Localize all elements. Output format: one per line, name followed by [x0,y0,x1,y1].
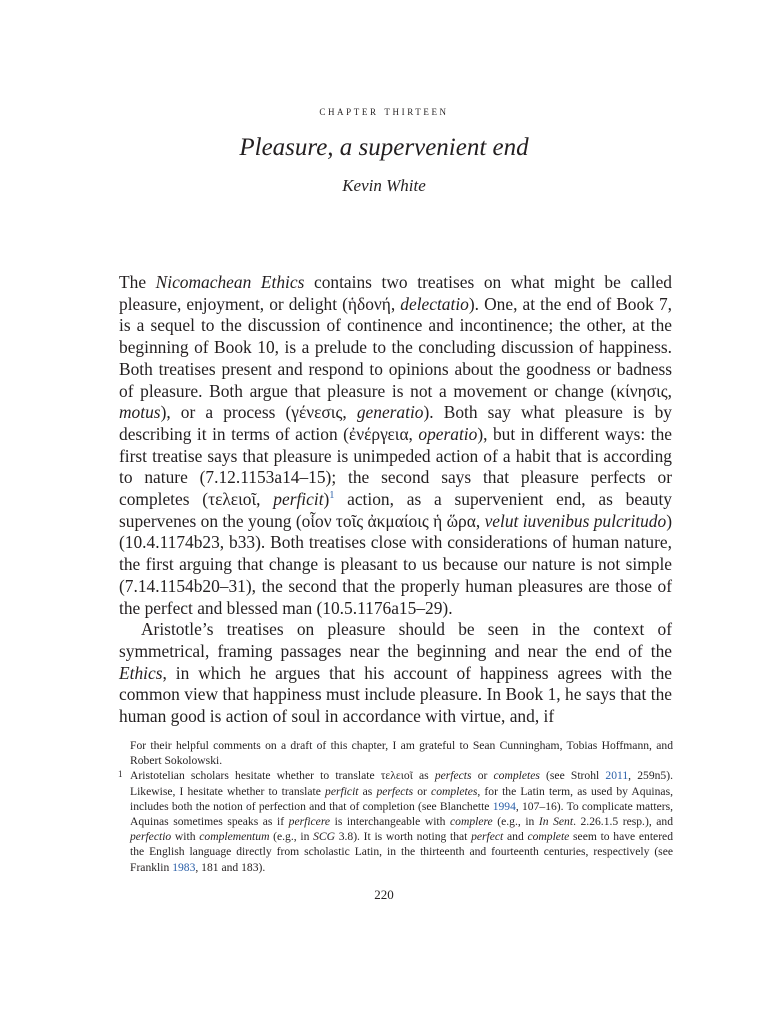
footnote-number: 1 [118,769,123,780]
citation-link-strohl[interactable]: 2011 [605,769,629,783]
body-text [119,272,672,728]
footnotes [118,738,673,875]
body-paragraph-1: The Nicomachean Ethics contains two treatises on what might be called pleasure, enjoyment, or delight (ἡδονή, delectatio). One, at the end of Book 7, is a sequel to the discussion of continence and incontinence; the other, at the beginning of Book 10, is a prelude to the concluding discussion of happiness. Both treatises present and respond to opinions about the goodness or badness of pleasure. Both argue that pleasure is not a movement or change (κίνησις, motus), or a process (γένεσις, generatio). Both say what pleasure is by describing it in terms of action (ἐνέργεια, operatio), but in different ways: the first treatise says that pleasure is unimpeded action of a habit that is according to nature (7.12.1153a14–15); the second says that pleasure perfects or completes (τελειοῖ, perficit)$^1$ action, as a supervenient end, as beauty supervenes on the young (οἷον τοῖς ἀκμαίοις ἡ ὥρα, velut iuvenibus pulcritudo) (10.4.1174b23, b33). Both treatises close with considerations of human nature, the first arguing that change is pleasant to us because our nature is not simple (7.14.1154b20–31), the second that the properly human pleasures are those of the perfect and blessed man (10.5.1176a15–29). [119,272,672,618]
body-paragraph-2: Aristotle’s treatises on pleasure should be seen in the context of symmetrical, framing passages near the beginning and near the end of the Ethics, in which he argues that his account of happiness agrees with the common view that happiness must include pleasure. In Book 1, he says that the human good is action of soul in accordance with virtue, and, if [119,619,672,727]
author-name: Kevin White [342,176,426,195]
footnote-ref-1[interactable]: 1 [329,490,335,502]
footnote-1: 1 Aristotelian scholars hesitate whether to translate τελειοῖ as perfects or completes (see Strohl 2011, 259n5). Likewise, I hesitate whether to translate perficit as perfects or completes, for the Latin term, as used by Aquinas, includes both the notion of perfection and that of completion (see Blanchette 1994, 107–16). To complicate matters, Aquinas sometimes speaks as if perficere is interchangeable with complere (e.g., in In Sent. 2.26.1.5 resp.), and perfectio with complementum (e.g., in SCG 3.8). It is worth noting that perfect and complete seem to have entered the English language directly from scholastic Latin, in the thirteenth and fourteenth centuries, respectively (see Franklin 1983, 181 and 183). [118,769,673,874]
citation-link-blanchette[interactable]: 1994 [492,799,516,813]
chapter-label: chapter thirteen [319,103,449,118]
page-number: 220 [374,887,394,902]
acknowledgement-note: For their helpful comments on a draft of this chapter, I am grateful to Sean Cunningham, Tobias Hoffmann, and Robert Sokolowski. [130,739,673,768]
chapter-title: Pleasure, a supervenient end [239,134,529,161]
citation-link-franklin[interactable]: 1983 [172,860,196,874]
